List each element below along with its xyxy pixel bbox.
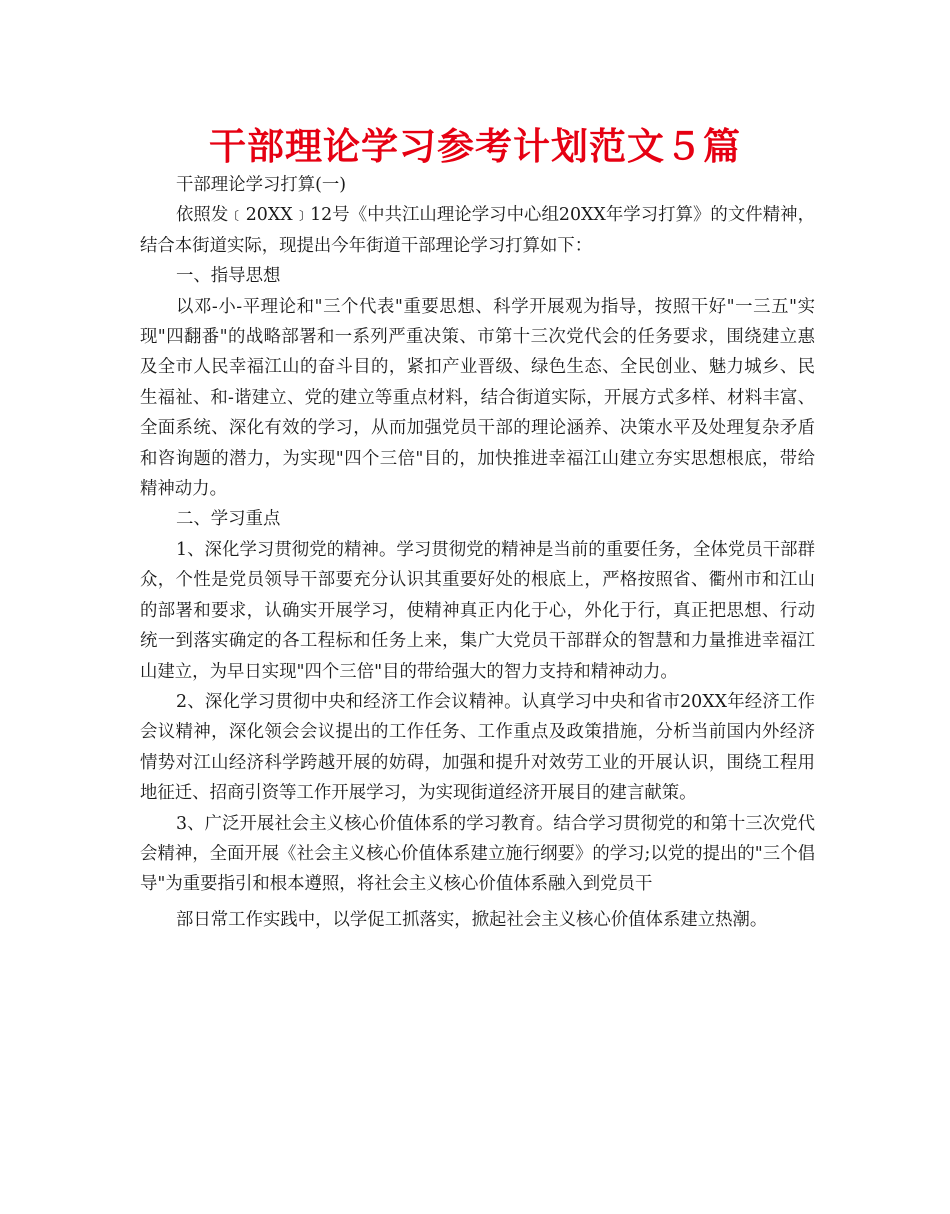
paragraph-focus-3: 3、广泛开展社会主义核心价值体系的学习教育。结合学习贯彻党的和第十三次党代会精神，全面开展《社会主义核心价值体系建立施行纲要》的学习;以党的提出的"三个倡导"为重要指引和根本遵照，将社会主义核心价值体系融入到党员干 (140, 813, 815, 895)
section-heading-study-focus: 二、学习重点 (176, 509, 281, 530)
document-body (140, 170, 815, 935)
paragraph-guiding-ideology: 以邓-小-平理论和"三个代表"重要思想、科学开展观为指导，按照干好"一三五"实现"四翻番"的战略部署和一系列严重决策、市第十三次党代会的任务要求，围绕建立惠及全市人民幸福江山的奋斗目的，紧扣产业晋级、绿色生态、全民创业、魅力城乡、民生福祉、和-谐建立、党的建立等重点材料，结合街道实际，开展方式多样、材料丰富、全面系统、深化有效的学习，从而加强党员干部的理论涵养、决策水平及处理复杂矛盾和咨询题的潜力，为实现"四个三倍"目的，加快推进幸福江山建立夯实思想根底，带给精神动力。 (140, 296, 815, 500)
section-heading-guiding-ideology: 一、指导思想 (176, 266, 281, 287)
paragraph-intro: 依照发﹝20XX﹞12号《中共江山理论学习中心组20XX年学习打算》的文件精神，结合本街道实际，现提出今年街道干部理论学习打算如下： (140, 205, 815, 256)
paragraph-focus-2: 2、深化学习贯彻中央和经济工作会议精神。认真学习中央和省市20XX年经济工作会议精神，深化领会会议提出的工作任务、工作重点及政策措施，分析当前国内外经济情势对江山经济科学跨越开展的妨碍，加强和提升对效劳工业的开展认识，围绕工程用地征迁、招商引资等工作开展学习，为实现街道经济开展目的建言献策。 (140, 691, 815, 804)
paragraph-focus-3-continued: 部日常工作实践中，以学促工抓落实，掀起社会主义核心价值体系建立热潮。 (176, 909, 768, 930)
paragraph-focus-1: 1、深化学习贯彻党的精神。学习贯彻党的精神是当前的重要任务，全体党员干部群众，个性是党员领导干部要充分认识其重要好处的根底上，严格按照省、衢州市和江山的部署和要求，认确实开展学习，使精神真正内化于心，外化于行，真正把思想、行动统一到落实确定的各工程标和任务上来，集广大党员干部群众的智慧和力量推进幸福江山建立，为早日实现"四个三倍"目的带给强大的智力支持和精神动力。 (140, 539, 815, 682)
document-title: 干部理论学习参考计划范文５篇 (209, 125, 741, 168)
paragraph-subtitle: 干部理论学习打算(一) (176, 175, 347, 195)
